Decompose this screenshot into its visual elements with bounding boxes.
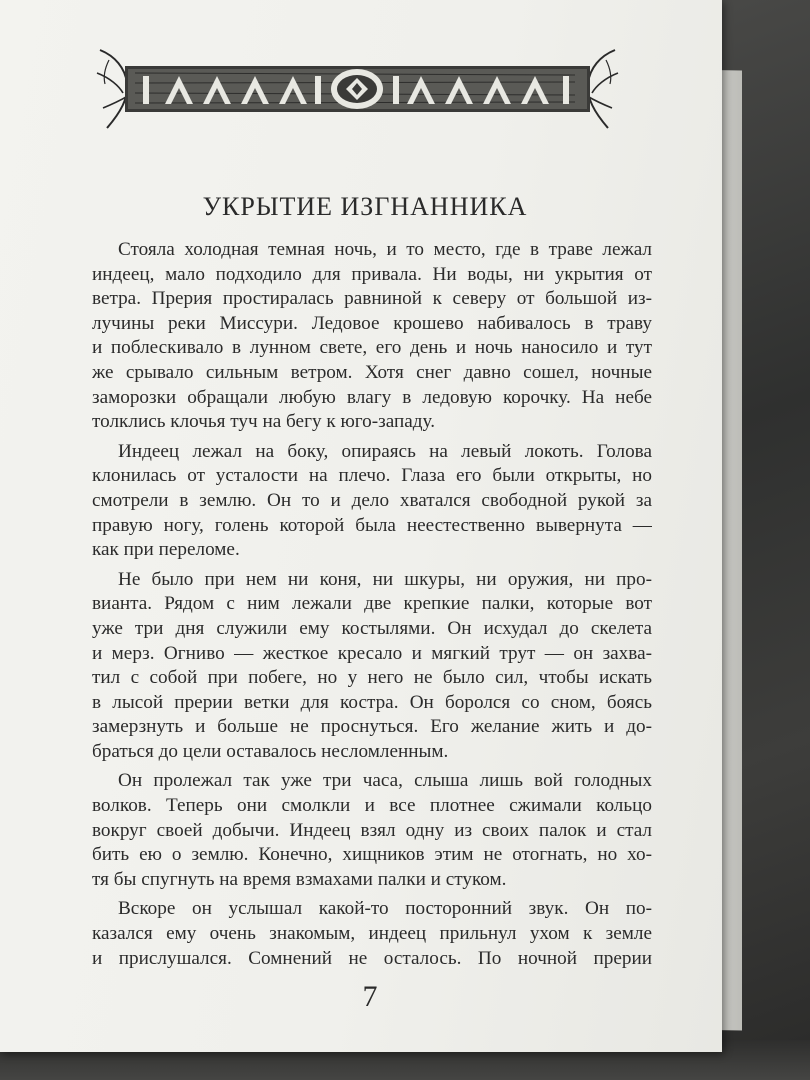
text-line: же срывало сильным ветром. Хотя снег давно сошел, ночные: [92, 361, 652, 383]
text-line: как при переломе.: [92, 539, 240, 561]
text-line: браться до цели оставалось несломленным.: [92, 740, 449, 762]
text-line: и поблескивало в лунном свете, его день и ночь наносило и тут: [92, 337, 652, 359]
page-number: 7: [362, 980, 378, 1013]
paragraph-3: [92, 568, 652, 765]
text-line: казался ему очень знакомым, индеец прильнул ухом к земле: [92, 923, 652, 945]
text-line: тя бы спугнуть на время взмахами палки и стуком.: [92, 868, 507, 890]
text-line: Не было при нем ни коня, ни шкуры, ни оружия, ни про-: [118, 568, 652, 590]
text-line: бить ею о землю. Конечно, хищников этим не отогнать, но хо-: [92, 844, 652, 866]
text-line: Он пролежал так уже три часа, слыша лишь вой голодных: [118, 770, 652, 792]
text-line: заморозки обращали любую влагу в ледовую корочку. На небе: [92, 386, 652, 408]
text-line: и мерз. Огниво — жесткое кресало и мягкий трут — он захва-: [92, 642, 652, 664]
chapter-title: УКРЫТИЕ ИЗГНАННИКА: [202, 192, 528, 221]
text-line: Индеец лежал на боку, опираясь на левый локоть. Голова: [118, 440, 652, 462]
text-line: правую ногу, голень которой была неестественно вывернута —: [92, 514, 652, 536]
paragraph-5: [92, 897, 652, 971]
text-line: тил с собой при побеге, но у него не было сил, чтобы искать: [92, 667, 652, 689]
text-line: в лысой прерии ветки для костра. Он боролся со сном, боясь: [92, 691, 652, 713]
text-line: и прислушался. Сомнений не осталось. По ночной прерии: [92, 947, 652, 969]
text-line: уже три дня служили ему костылями. Он исхудал до скелета: [92, 617, 652, 639]
text-line: лучины реки Миссури. Ледовое крошево набивалось в траву: [92, 312, 652, 334]
body-text: [92, 238, 652, 971]
text-line: индеец, мало подходило для привала. Ни воды, ни укрытия от: [92, 263, 652, 285]
text-line: ветра. Прерия простиралась равниной к северу от большой из-: [92, 288, 652, 310]
paragraph-2: [92, 440, 652, 563]
decorative-branch-ornament-icon: [95, 38, 620, 138]
text-line: клонилась от усталости на плечо. Глаза его были открыты, но: [92, 465, 652, 487]
text-line: Вскоре он услышал какой-то посторонний звук. Он по-: [118, 898, 652, 920]
paragraph-4: [92, 769, 652, 892]
text-line: замерзнуть и больше не проснуться. Его желание жить и до-: [92, 716, 652, 738]
text-line: Стояла холодная темная ночь, и то место, где в траве лежал: [118, 239, 652, 260]
text-line: смотрели в землю. Он то и дело хватался свободной рукой за: [92, 489, 652, 511]
text-line: волков. Теперь они смолкли и все плотнее сжимали кольцо: [92, 795, 652, 817]
text-line: вокруг своей добычи. Индеец взял одну из своих палок и стал: [92, 819, 652, 841]
text-line: вианта. Рядом с ним лежали две крепкие палки, которые вот: [92, 593, 652, 615]
text-line: толклись клочья туч на бегу к юго-западу.: [92, 411, 436, 433]
paragraph-1: [92, 238, 652, 435]
